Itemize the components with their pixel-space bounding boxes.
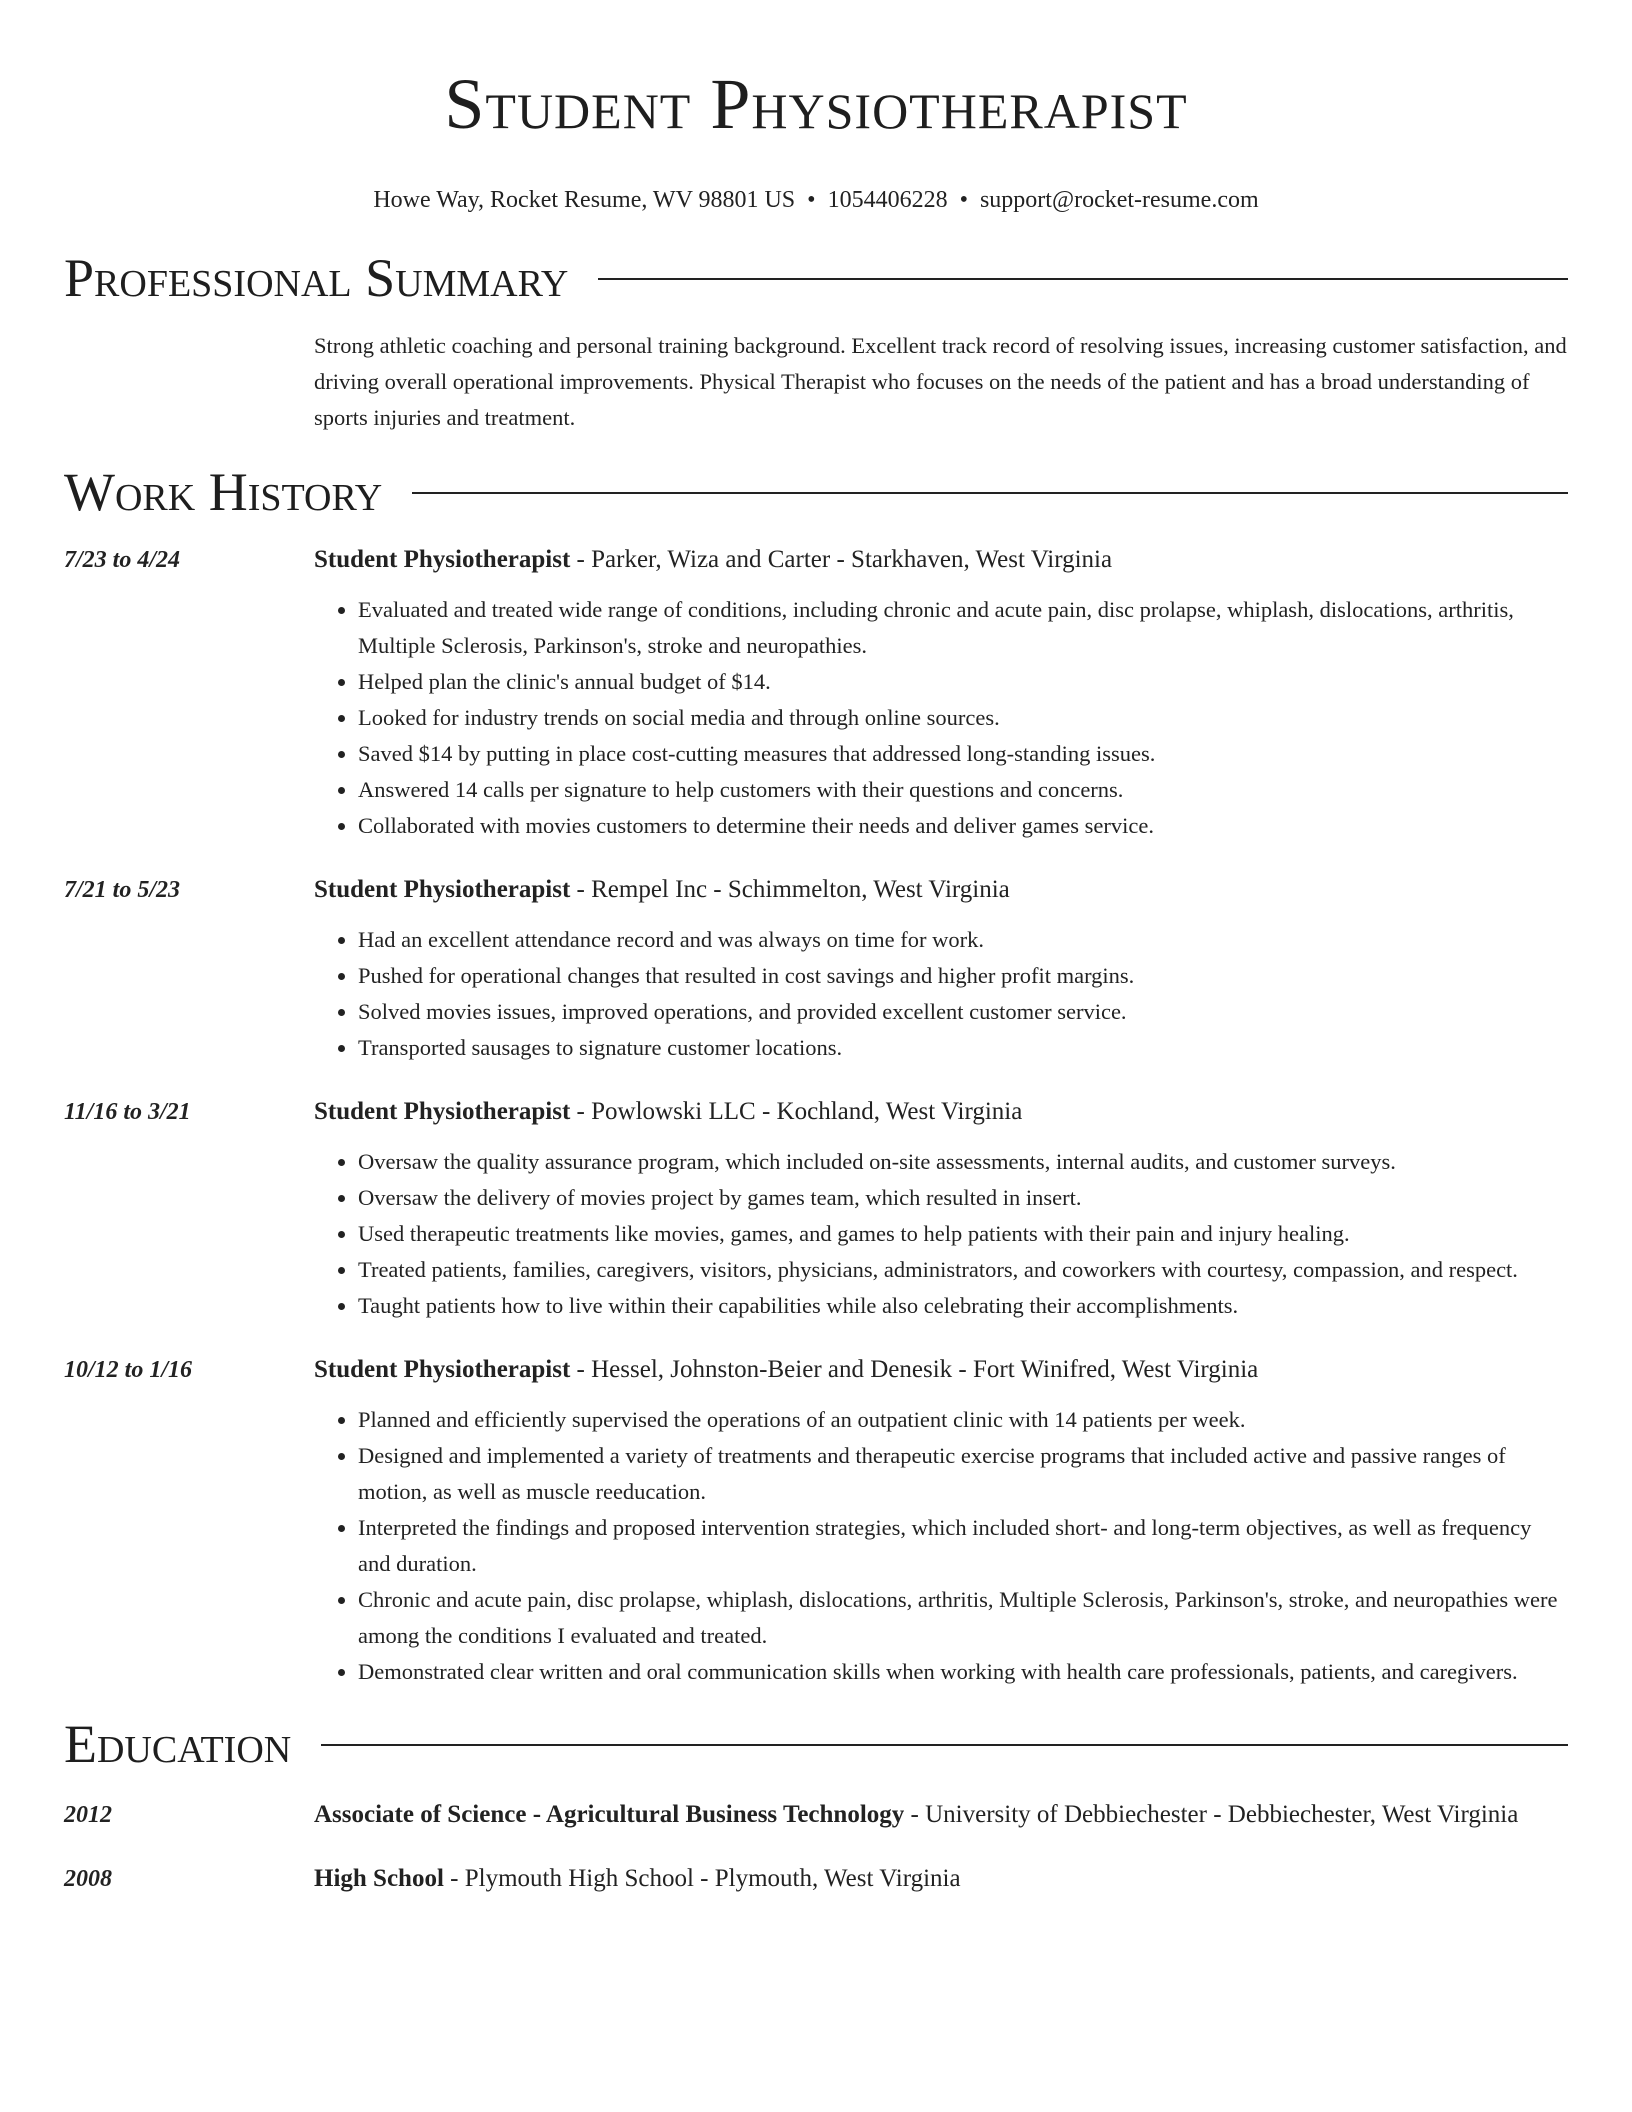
job-bullet: • Chronic and acute pain, disc prolapse, whiplash, dislocations, arthritis, Multiple Sclerosis, Parkinson's, stroke, and neuropathies were among the conditions I evaluated and treated. (358, 1582, 1568, 1654)
summary-heading: Professional Summary (64, 248, 569, 308)
job-employer: - Powlowski LLC - Kochland, West Virginia (570, 1098, 1023, 1125)
job-bullet: • Helped plan the clinic's annual budget of $14. (358, 664, 1568, 700)
job-bullet: • Demonstrated clear written and oral communication skills when working with health care professionals, patients, and caregivers. (358, 1654, 1568, 1690)
job-bullets (314, 1402, 1568, 1690)
job-entry (64, 1094, 1568, 1324)
work-section-heading (64, 460, 1568, 524)
job-bullet: • Designed and implemented a variety of treatments and therapeutic exercise programs that included active and passive ranges of motion, as well as muscle reeducation. (358, 1438, 1568, 1510)
education-degree: High School (314, 1865, 444, 1892)
education-year: 2008 (64, 1866, 112, 1892)
education-entry (64, 1796, 1568, 1834)
job-bullet: • Transported sausages to signature customer locations. (358, 1030, 1568, 1066)
job-bullets (314, 1144, 1568, 1324)
work-heading: Work History (64, 462, 383, 522)
job-bullet: • Collaborated with movies customers to determine their needs and deliver games service. (358, 808, 1568, 844)
job-dates: 7/21 to 5/23 (64, 877, 181, 903)
contact-line (64, 184, 1568, 216)
education-body (314, 1796, 1568, 1834)
job-bullet: • Saved $14 by putting in place cost-cutting measures that addressed long-standing issues. (358, 736, 1568, 772)
contact-email: support@rocket-resume.com (979, 187, 1259, 213)
job-entry (64, 542, 1568, 844)
job-title-line (314, 1352, 1568, 1388)
contact-separator: • (959, 187, 968, 213)
job-dates: 7/23 to 4/24 (64, 547, 181, 573)
job-bullet: • Oversaw the quality assurance program, which included on-site assessments, internal audits, and customer surveys. (358, 1144, 1568, 1180)
job-bullet: • Treated patients, families, caregivers, visitors, physicians, administrators, and coworkers with courtesy, compassion, and respect. (358, 1252, 1568, 1288)
job-bullet: • Answered 14 calls per signature to help customers with their questions and concerns. (358, 772, 1568, 808)
job-title: Student Physiotherapist (314, 546, 571, 573)
job-body (314, 542, 1568, 844)
education-school: - Plymouth High School - Plymouth, West Virginia (443, 1865, 961, 1892)
contact-separator: • (807, 187, 816, 213)
job-title-line (314, 542, 1568, 578)
job-dates: 11/16 to 3/21 (64, 1099, 191, 1125)
job-bullet: • Evaluated and treated wide range of conditions, including chronic and acute pain, disc prolapse, whiplash, dislocations, arthritis, Multiple Sclerosis, Parkinson's, stroke and neuropathies. (358, 592, 1568, 664)
summary-text: Strong athletic coaching and personal training background. Excellent track record of resolving issues, increasing customer satisfaction, and driving overall operational improvements. Physical Therapist who focuses on the needs of the patient and has a broad understanding of sports injuries and treatment. (314, 333, 1567, 430)
job-bullets (314, 922, 1568, 1066)
job-title: Student Physiotherapist (314, 1356, 571, 1383)
job-employer: - Hessel, Johnston-Beier and Denesik - Fort Winifred, West Virginia (570, 1356, 1259, 1383)
section-divider (321, 1744, 1568, 1746)
job-bullet: • Interpreted the findings and proposed intervention strategies, which included short- and long-term objectives, as well as frequency and duration. (358, 1510, 1568, 1582)
education-body (314, 1860, 1568, 1898)
job-dates: 10/12 to 1/16 (64, 1357, 193, 1383)
job-bullets (314, 592, 1568, 844)
job-title: Student Physiotherapist (314, 876, 571, 903)
job-bullet: • Pushed for operational changes that resulted in cost savings and higher profit margins. (358, 958, 1568, 994)
job-employer: - Rempel Inc - Schimmelton, West Virginia (570, 876, 1010, 903)
job-title-line (314, 1094, 1568, 1130)
job-entry (64, 872, 1568, 1066)
summary-section-heading (64, 246, 1568, 310)
job-body (314, 1352, 1568, 1690)
job-title-line (314, 872, 1568, 908)
job-bullet: • Taught patients how to live within their capabilities while also celebrating their accomplishments. (358, 1288, 1568, 1324)
job-bullet: • Used therapeutic treatments like movies, games, and games to help patients with their pain and injury healing. (358, 1216, 1568, 1252)
job-body (314, 1094, 1568, 1324)
job-title: Student Physiotherapist (314, 1098, 571, 1125)
contact-phone: 1054406228 (827, 187, 948, 213)
job-body (314, 872, 1568, 1066)
job-employer: - Parker, Wiza and Carter - Starkhaven, West Virginia (570, 546, 1113, 573)
candidate-name: Student Physiotherapist (444, 64, 1188, 144)
job-bullet: • Oversaw the delivery of movies project by games team, which resulted in insert. (358, 1180, 1568, 1216)
education-degree: Associate of Science - Agricultural Business Technology (314, 1801, 905, 1828)
contact-address: Howe Way, Rocket Resume, WV 98801 US (373, 187, 796, 213)
section-divider (412, 492, 1568, 494)
job-bullet: • Planned and efficiently supervised the operations of an outpatient clinic with 14 patients per week. (358, 1402, 1568, 1438)
education-school: - University of Debbiechester - Debbiechester, West Virginia (904, 1801, 1519, 1828)
job-bullet: • Solved movies issues, improved operations, and provided excellent customer service. (358, 994, 1568, 1030)
job-entry (64, 1352, 1568, 1690)
education-entry (64, 1860, 1568, 1898)
job-bullet: • Had an excellent attendance record and was always on time for work. (358, 922, 1568, 958)
job-bullet: • Looked for industry trends on social media and through online sources. (358, 700, 1568, 736)
education-heading: Education (64, 1714, 292, 1774)
education-section-heading (64, 1712, 1568, 1776)
education-year: 2012 (64, 1802, 112, 1828)
section-divider (598, 278, 1568, 280)
